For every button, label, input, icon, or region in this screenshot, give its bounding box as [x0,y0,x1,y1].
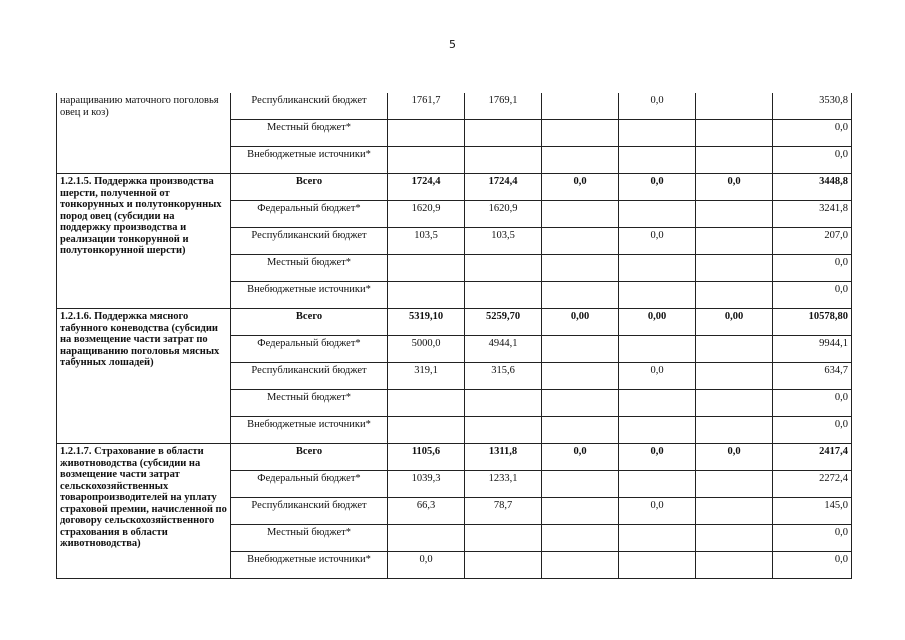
row-total-cell: 0,0 [773,525,852,552]
year-value-cell [696,552,773,579]
funding-source: Республиканский бюджет [231,498,388,525]
year-value-cell: 0,0 [619,228,696,255]
table-row [57,174,852,201]
year-value-cell: 0,0 [619,363,696,390]
table-row [57,444,852,471]
table-row [57,309,852,336]
year-value-cell [619,255,696,282]
row-total-cell: 2417,4 [773,444,852,471]
row-total-cell: 2272,4 [773,471,852,498]
funding-source: Внебюджетные источники* [231,552,388,579]
funding-source: Местный бюджет* [231,525,388,552]
row-total-cell: 145,0 [773,498,852,525]
row-total-cell: 0,0 [773,552,852,579]
year-value-cell [696,201,773,228]
row-total-cell: 3448,8 [773,174,852,201]
funding-source: Федеральный бюджет* [231,471,388,498]
year-value-cell: 1769,1 [465,93,542,120]
year-value-cell [619,552,696,579]
year-value-cell: 4944,1 [465,336,542,363]
year-value-cell [542,228,619,255]
year-value-cell [619,390,696,417]
year-value-cell: 0,00 [542,309,619,336]
year-value-cell [696,255,773,282]
budget-table [56,93,852,579]
year-value-cell [542,525,619,552]
year-value-cell [619,336,696,363]
year-value-cell: 5259,70 [465,309,542,336]
year-value-cell [542,255,619,282]
funding-source: Местный бюджет* [231,255,388,282]
year-value-cell [619,417,696,444]
year-value-cell: 319,1 [388,363,465,390]
year-value-cell [388,120,465,147]
year-value-cell [696,336,773,363]
year-value-cell [696,228,773,255]
year-value-cell [619,525,696,552]
funding-source: Внебюджетные источники* [231,282,388,309]
measure-description: 1.2.1.6. Поддержка мясного табунного коневодства (субсидии на возмещение части затрат по наращиванию поголовья мясных табунных лошадей) [57,309,231,444]
year-value-cell: 315,6 [465,363,542,390]
row-total-cell: 0,0 [773,120,852,147]
year-value-cell [542,93,619,120]
year-value-cell [542,147,619,174]
row-total-cell: 207,0 [773,228,852,255]
year-value-cell: 0,0 [388,552,465,579]
year-value-cell [696,120,773,147]
row-total-cell: 0,0 [773,390,852,417]
year-value-cell: 1233,1 [465,471,542,498]
year-value-cell [696,147,773,174]
year-value-cell [465,525,542,552]
year-value-cell [696,498,773,525]
year-value-cell [542,282,619,309]
year-value-cell: 0,00 [619,309,696,336]
year-value-cell: 0,0 [542,174,619,201]
funding-source: Республиканский бюджет [231,228,388,255]
year-value-cell: 1620,9 [388,201,465,228]
funding-source: Всего [231,444,388,471]
year-value-cell [696,471,773,498]
year-value-cell [542,201,619,228]
measure-description: 1.2.1.7. Страхование в области животноводства (субсидии на возмещение части затрат сельскохозяйственных товаропроизводителей на уплату страховой премии, начисленной по договору сельскохозяйственного страхования в области животноводства) [57,444,231,579]
row-total-cell: 0,0 [773,147,852,174]
year-value-cell: 0,0 [619,498,696,525]
year-value-cell: 1311,8 [465,444,542,471]
funding-source: Местный бюджет* [231,120,388,147]
year-value-cell [465,390,542,417]
year-value-cell [542,552,619,579]
funding-source: Внебюджетные источники* [231,147,388,174]
year-value-cell [619,282,696,309]
year-value-cell [696,93,773,120]
year-value-cell: 1039,3 [388,471,465,498]
row-total-cell: 10578,80 [773,309,852,336]
table-body [57,93,852,579]
year-value-cell [542,390,619,417]
year-value-cell [542,120,619,147]
year-value-cell [542,498,619,525]
year-value-cell: 1724,4 [465,174,542,201]
year-value-cell [542,336,619,363]
year-value-cell: 0,0 [696,444,773,471]
year-value-cell [388,417,465,444]
year-value-cell: 0,00 [696,309,773,336]
year-value-cell: 103,5 [465,228,542,255]
year-value-cell: 1620,9 [465,201,542,228]
row-total-cell: 3241,8 [773,201,852,228]
year-value-cell [542,471,619,498]
year-value-cell [619,120,696,147]
year-value-cell: 0,0 [696,174,773,201]
year-value-cell [465,120,542,147]
year-value-cell: 5319,10 [388,309,465,336]
year-value-cell [388,282,465,309]
year-value-cell [465,552,542,579]
year-value-cell: 78,7 [465,498,542,525]
funding-source: Местный бюджет* [231,390,388,417]
year-value-cell [388,255,465,282]
row-total-cell: 3530,8 [773,93,852,120]
year-value-cell: 1724,4 [388,174,465,201]
year-value-cell [465,147,542,174]
year-value-cell [465,417,542,444]
funding-source: Внебюджетные источники* [231,417,388,444]
row-total-cell: 634,7 [773,363,852,390]
year-value-cell [388,390,465,417]
year-value-cell [619,201,696,228]
year-value-cell: 5000,0 [388,336,465,363]
funding-source: Федеральный бюджет* [231,201,388,228]
row-total-cell: 0,0 [773,282,852,309]
row-total-cell: 9944,1 [773,336,852,363]
funding-source: Всего [231,174,388,201]
year-value-cell [388,525,465,552]
year-value-cell [619,147,696,174]
year-value-cell [542,417,619,444]
funding-source: Республиканский бюджет [231,363,388,390]
year-value-cell [696,417,773,444]
row-total-cell: 0,0 [773,255,852,282]
year-value-cell [388,147,465,174]
year-value-cell [619,471,696,498]
year-value-cell: 0,0 [619,93,696,120]
funding-source: Республиканский бюджет [231,93,388,120]
measure-description: 1.2.1.5. Поддержка производства шерсти, полученной от тонкорунных и полутонкорунных пород овец (субсидии на поддержку производства и реализации тонкорунной и полутонкорунной шерсти) [57,174,231,309]
measure-description: наращиванию маточного поголовья овец и коз) [57,93,231,174]
year-value-cell: 0,0 [619,444,696,471]
row-total-cell: 0,0 [773,417,852,444]
year-value-cell: 103,5 [388,228,465,255]
year-value-cell: 1105,6 [388,444,465,471]
year-value-cell: 0,0 [619,174,696,201]
year-value-cell [542,363,619,390]
year-value-cell [696,282,773,309]
year-value-cell [465,255,542,282]
year-value-cell: 0,0 [542,444,619,471]
funding-source: Федеральный бюджет* [231,336,388,363]
page-number: 5 [449,38,456,51]
year-value-cell [696,390,773,417]
year-value-cell: 66,3 [388,498,465,525]
year-value-cell: 1761,7 [388,93,465,120]
funding-source: Всего [231,309,388,336]
table-row [57,93,852,120]
year-value-cell [696,363,773,390]
year-value-cell [465,282,542,309]
year-value-cell [696,525,773,552]
